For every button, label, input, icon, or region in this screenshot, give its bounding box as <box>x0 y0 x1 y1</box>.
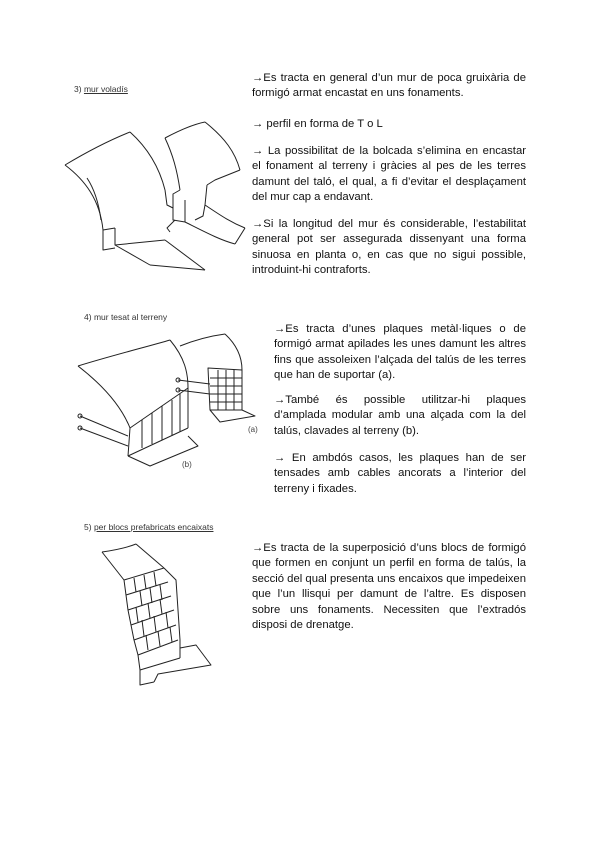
section-5-caption <box>84 522 213 532</box>
section-4-paragraph-1: →Es tracta d’unes plaques metàl·liques o de formigó armat apilades les unes damunt les altres fins que assoleixen l’alçada del talús de les terres que han de suportar (a). <box>274 323 526 382</box>
section-4-paragraph-2: →També és possible utilitzar-hi plaques d’amplada modular amb una alçada com la del talús, clavades al terreny (b). <box>274 394 526 437</box>
section-3-paragraph-4: →Si la longitud del mur és considerable, l’estabilitat general pot ser assegurada dissenyant una forma sinuosa en planta o, en cas que no sigui possible, introduint-hi contraforts. <box>252 218 526 277</box>
anchored-wall-illustration <box>70 328 270 478</box>
section-3-caption-number: 3) <box>74 84 82 94</box>
section-5-paragraph-1: →Es tracta de la superposició d’uns blocs de formigó que formen en conjunt un perfil en forma de talús, la secció del qual presenta uns encaixos que impedeixen que l’un llisqui per damunt de l’altre. Es disposen sobre uns fonaments. Necessiten que l’extradós disposi de drenatge. <box>252 542 526 632</box>
section-4-paragraph-3: → En ambdós casos, les plaques han de ser tensades amb cables ancorats a l’interior del terreny i fixades. <box>274 452 526 495</box>
section-4-caption-title: mur tesat al terreny <box>93 312 168 322</box>
section-3-paragraph-3: → La possibilitat de la bolcada s’elimina en encastar el fonament al terreny i gràcies al pes de les terres damunt del taló, el qual, a fi d’evitar el desplaçament del mur cap a endavant. <box>252 145 526 204</box>
section-3-paragraph-1: →Es tracta en general d’un mur de poca gruixària de formigó armat encastat en uns fonaments. <box>252 72 526 100</box>
section-4-caption-number: 4) <box>84 312 92 322</box>
section-3-caption-title: mur voladís <box>83 84 128 94</box>
precast-blocks-illustration <box>96 540 226 690</box>
section-5-caption-title: per blocs prefabricats encaixats <box>93 522 214 532</box>
figure-label-b: (b) <box>182 460 192 469</box>
section-5-caption-number: 5) <box>84 522 92 532</box>
section-4-caption <box>84 312 167 322</box>
figure-label-a: (a) <box>248 425 258 434</box>
section-3-caption <box>74 84 128 94</box>
section-3-paragraph-2: → perfil en forma de T o L <box>252 118 383 130</box>
cantilever-wall-illustration <box>55 110 255 280</box>
